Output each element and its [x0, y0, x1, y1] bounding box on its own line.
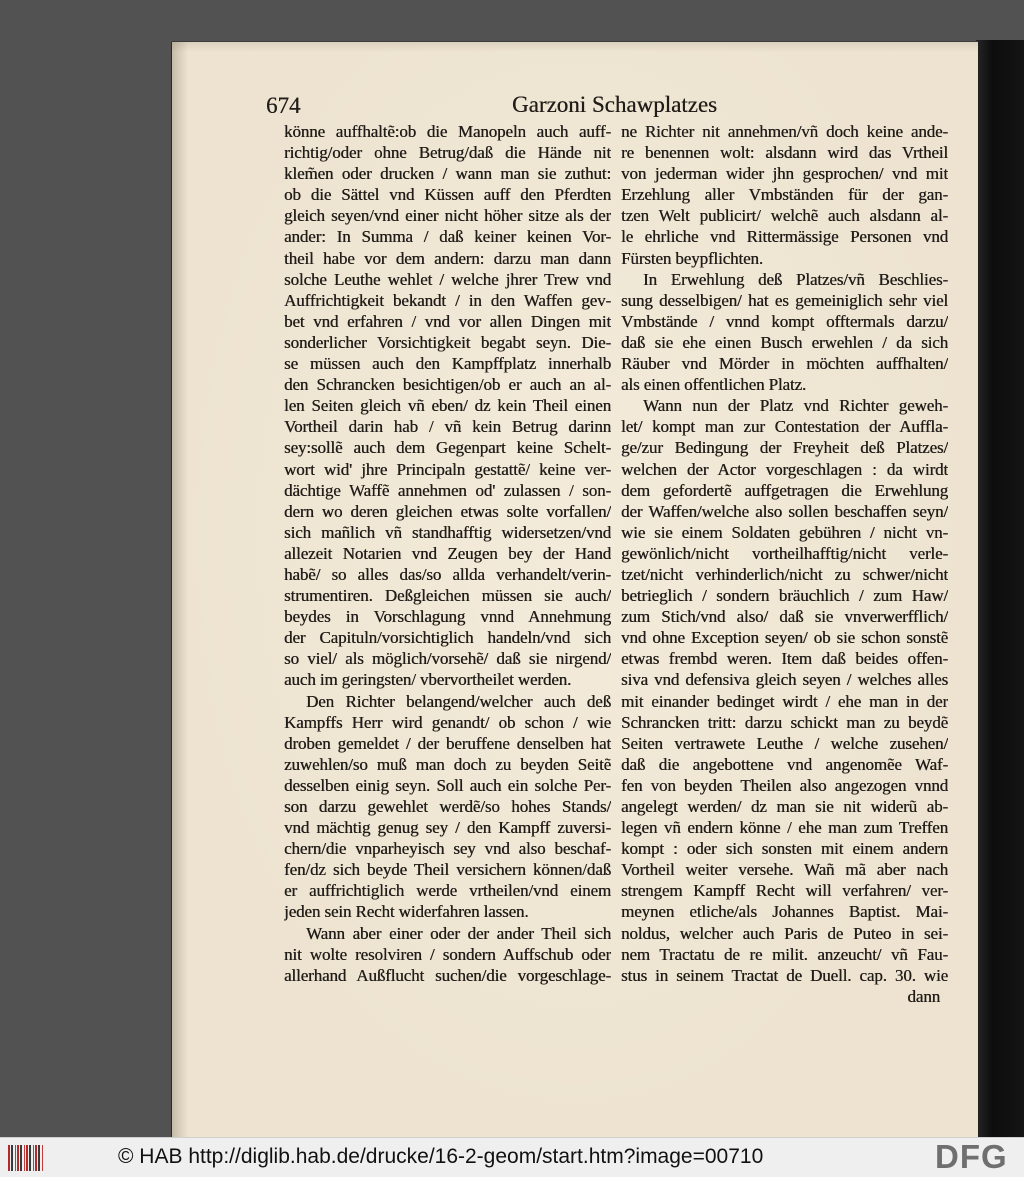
- text-line: tzet/nicht verhinderlich/nicht zu schwer/nicht: [621, 564, 948, 584]
- text-line: wie sie einem Soldaten gebühren / nicht vn-: [621, 522, 948, 542]
- text-line: nit wolte resolviren / sondern Auffschub oder: [284, 944, 611, 964]
- text-line: so viel/ als möglich/vorsehẽ/ daß sie nirgend/: [284, 649, 611, 669]
- book-page: [172, 42, 978, 1137]
- text-line: Auffrichtigkeit bekandt / in den Waffen gev-: [284, 290, 611, 310]
- text-line: Den Richter belangend/welcher auch deß: [306, 691, 611, 711]
- library-footer-bar: [0, 1137, 1024, 1177]
- text-line: daß die angebottene vnd angenomẽe Waf-: [621, 754, 948, 774]
- text-line: ob die Sättel vnd Küssen auff den Pferdten: [284, 185, 611, 205]
- text-line: der Waffen/welche also sollen beschaffen seyn/: [621, 501, 948, 521]
- text-line: re benennen wolt: alsdann wird das Vrtheil: [621, 143, 948, 163]
- text-line: auch im geringsten/ vbervortheilet werden.: [284, 670, 572, 690]
- text-line: sung desselbigen/ hat es gemeiniglich sehr viel: [621, 290, 948, 310]
- text-line: Fürsten beypflichten.: [621, 248, 763, 268]
- text-line: strengem Kampff Recht will verfahren/ ver-: [621, 881, 948, 901]
- text-line: Schrancken tritt: darzu schickt man zu beydẽ: [621, 712, 948, 732]
- text-line: zum Stich/vnd also/ daß sie vnverwerfflich/: [621, 607, 948, 627]
- text-line: theil habe vor dem andern: darzu man dann: [284, 248, 611, 268]
- text-line: angelegt werden/ dz man sie nit widerũ ab-: [621, 797, 948, 816]
- catchword: dann: [907, 986, 940, 1006]
- text-line: Wann aber einer oder der ander Theil sich: [306, 923, 611, 943]
- text-line: Vortheil darin hab / vñ kein Betrug darinn: [284, 417, 611, 437]
- text-line: Wann nun der Platz vnd Richter geweh-: [643, 396, 948, 416]
- text-line: richtig/oder ohne Betrug/daß die Hände nit: [284, 143, 611, 163]
- text-line: len Seiten gleich vñ eben/ dz kein Theil einen: [284, 396, 611, 416]
- text-line: ander: In Summa / daß keiner keinen Vor-: [284, 227, 611, 247]
- text-line: vnd ohne Exception seyen/ ob sie schon sonstẽ: [621, 628, 948, 648]
- text-line: fen von beyden Theilen also angezogen vnnd: [621, 775, 948, 795]
- text-line: allezeit Notarien vnd Zeugen bey der Hand: [284, 543, 611, 563]
- text-line: In Erwehlung deß Platzes/vñ Beschlies-: [643, 269, 948, 289]
- text-line: welchen der Actor vorgeschlagen : da wirdt: [621, 459, 948, 479]
- text-line: von jederman wider jhn gesprochen/ vnd mit: [621, 164, 948, 184]
- text-line: er auffrichtiglich werde vrtheilen/vnd einem: [284, 881, 611, 901]
- text-line: Vortheil weiter versehe. Wañ mã aber nach: [621, 860, 948, 880]
- text-line: sich mañlich vñ standhafftig widersetzen/vnd: [284, 522, 611, 542]
- barcode-icon: [8, 1145, 44, 1171]
- text-line: kompt : oder sich sonsten mit einem andern: [621, 839, 948, 859]
- text-line: Vmbstände / vnnd kompt offtermals darzu/: [621, 311, 948, 331]
- page-number: 674: [266, 93, 301, 118]
- text-line: beydes in Vorschlagung vnnd Annehmung: [284, 607, 611, 627]
- text-line: dächtige Waffẽ annehmen od' zulassen / son-: [284, 480, 611, 500]
- text-line: Erzehlung aller Vmbständen für der gan-: [621, 185, 948, 205]
- text-line: ge/zur Bedingung der Freyheit deß Platzes/: [621, 438, 948, 458]
- text-line: let/ kompt man zur Contestation der Auffla-: [621, 417, 948, 437]
- text-line: son darzu gewehlet werdẽ/so hohes Stands/: [284, 797, 611, 816]
- text-line: tzen Welt publicirt/ welchẽ auch alsdann al-: [621, 206, 948, 226]
- text-line: dem gefordertẽ auffgetragen die Erwehlung: [621, 480, 948, 500]
- text-line: habẽ/ so alles das/so allda verhandelt/verin-: [284, 564, 611, 584]
- text-line: mit einander bedinget wirdt / ehe man in der: [621, 691, 948, 711]
- right-column: [621, 121, 948, 1007]
- text-line: betrieglich / sondern bräuchlich / zum Haw/: [621, 586, 948, 606]
- running-head: Garzoni Schawplatzes: [512, 92, 718, 117]
- text-line: daß sie ehe einen Busch erwehlen / da sich: [621, 332, 948, 352]
- text-line: vnd mächtig genug sey / den Kampff zuversi-: [284, 818, 611, 838]
- text-line: der Capituln/vorsichtiglich handeln/vnd sich: [284, 628, 611, 648]
- text-line: meynen etliche/als Johannes Baptist. Mai-: [621, 902, 948, 922]
- text-line: etwas frembd weren. Item daß beides offen-: [621, 649, 948, 669]
- text-line: droben gemeldet / der beruffene denselben hat: [284, 733, 611, 753]
- text-line: le ehrliche vnd Rittermässige Personen vnd: [621, 227, 948, 247]
- page-edge-shadow: [976, 40, 1024, 1137]
- text-line: nem Tractatu de re milit. anzeucht/ vñ Fau-: [621, 944, 948, 964]
- text-line: Räuber vnd Mörder in möchten auffhalten/: [621, 354, 948, 374]
- text-line: Seiten vertrawete Leuthe / welche zusehen/: [621, 733, 948, 753]
- left-column: [284, 121, 611, 986]
- text-line: sey:sollẽ auch dem Gegenpart keine Schelt-: [284, 438, 611, 458]
- text-line: fen/dz sich beyde Theil versichern können/daß: [284, 860, 611, 880]
- text-line: se müssen auch den Kampffplatz innerhalb: [284, 354, 611, 374]
- text-line: könne auffhaltẽ:ob die Manopeln auch auff-: [284, 122, 611, 141]
- text-line: stus in seinem Tractat de Duell. cap. 30. wie: [621, 965, 948, 985]
- text-line: zuwehlen/so muß man doch zu beyden Seitẽ: [284, 754, 611, 774]
- text-line: bet vnd erfahren / vnd vor allen Dingen mit: [284, 311, 611, 331]
- text-line: legen vñ endern könne / ehe man zum Treffen: [621, 818, 948, 838]
- text-line: den Schrancken besichtigen/ob er auch an al-: [284, 375, 611, 395]
- copyright-url: © HAB http://diglib.hab.de/drucke/16-2-geom/start.htm?image=00710: [118, 1145, 764, 1168]
- dfg-logo: DFG: [935, 1138, 1008, 1175]
- text-line: allerhand Außflucht suchen/die vorgeschlage-: [284, 965, 611, 985]
- text-line: solche Leuthe wehlet / welche jhrer Trew vnd: [284, 269, 611, 289]
- text-line: dern wo deren gleichen etwas solte vorfallen/: [284, 501, 611, 521]
- text-line: Kampffs Herr wird genandt/ ob schon / wie: [284, 712, 611, 732]
- text-line: desselben einig seyn. Soll auch ein solche Per-: [284, 775, 611, 795]
- text-line: gewönlich/nicht vortheilhafftig/nicht verle-: [621, 543, 948, 563]
- text-line: gleich seyen/vnd einer nicht höher sitze als der: [284, 206, 611, 226]
- text-line: noldus, welcher auch Paris de Puteo in sei-: [621, 923, 948, 943]
- text-line: als einen offentlichen Platz.: [621, 375, 807, 395]
- text-line: strumentiren. Deßgleichen müssen sie auch/: [284, 586, 611, 606]
- text-line: klem̃en oder drucken / wann man sie zuthut:: [284, 164, 611, 184]
- text-line: ne Richter nit annehmen/vñ doch keine ande-: [621, 122, 948, 141]
- text-line: jeden sein Recht widerfahren lassen.: [284, 902, 529, 922]
- text-line: siva vnd defensiva gleich seyen / welches alles: [621, 670, 948, 690]
- text-line: sonderlicher Vorsichtigkeit begabt seyn. Die-: [284, 332, 611, 352]
- text-line: wort wid' jhre Principaln gestattẽ/ keine ver-: [284, 459, 611, 479]
- text-line: chern/die vnparheyisch sey vnd also beschaf-: [284, 839, 611, 859]
